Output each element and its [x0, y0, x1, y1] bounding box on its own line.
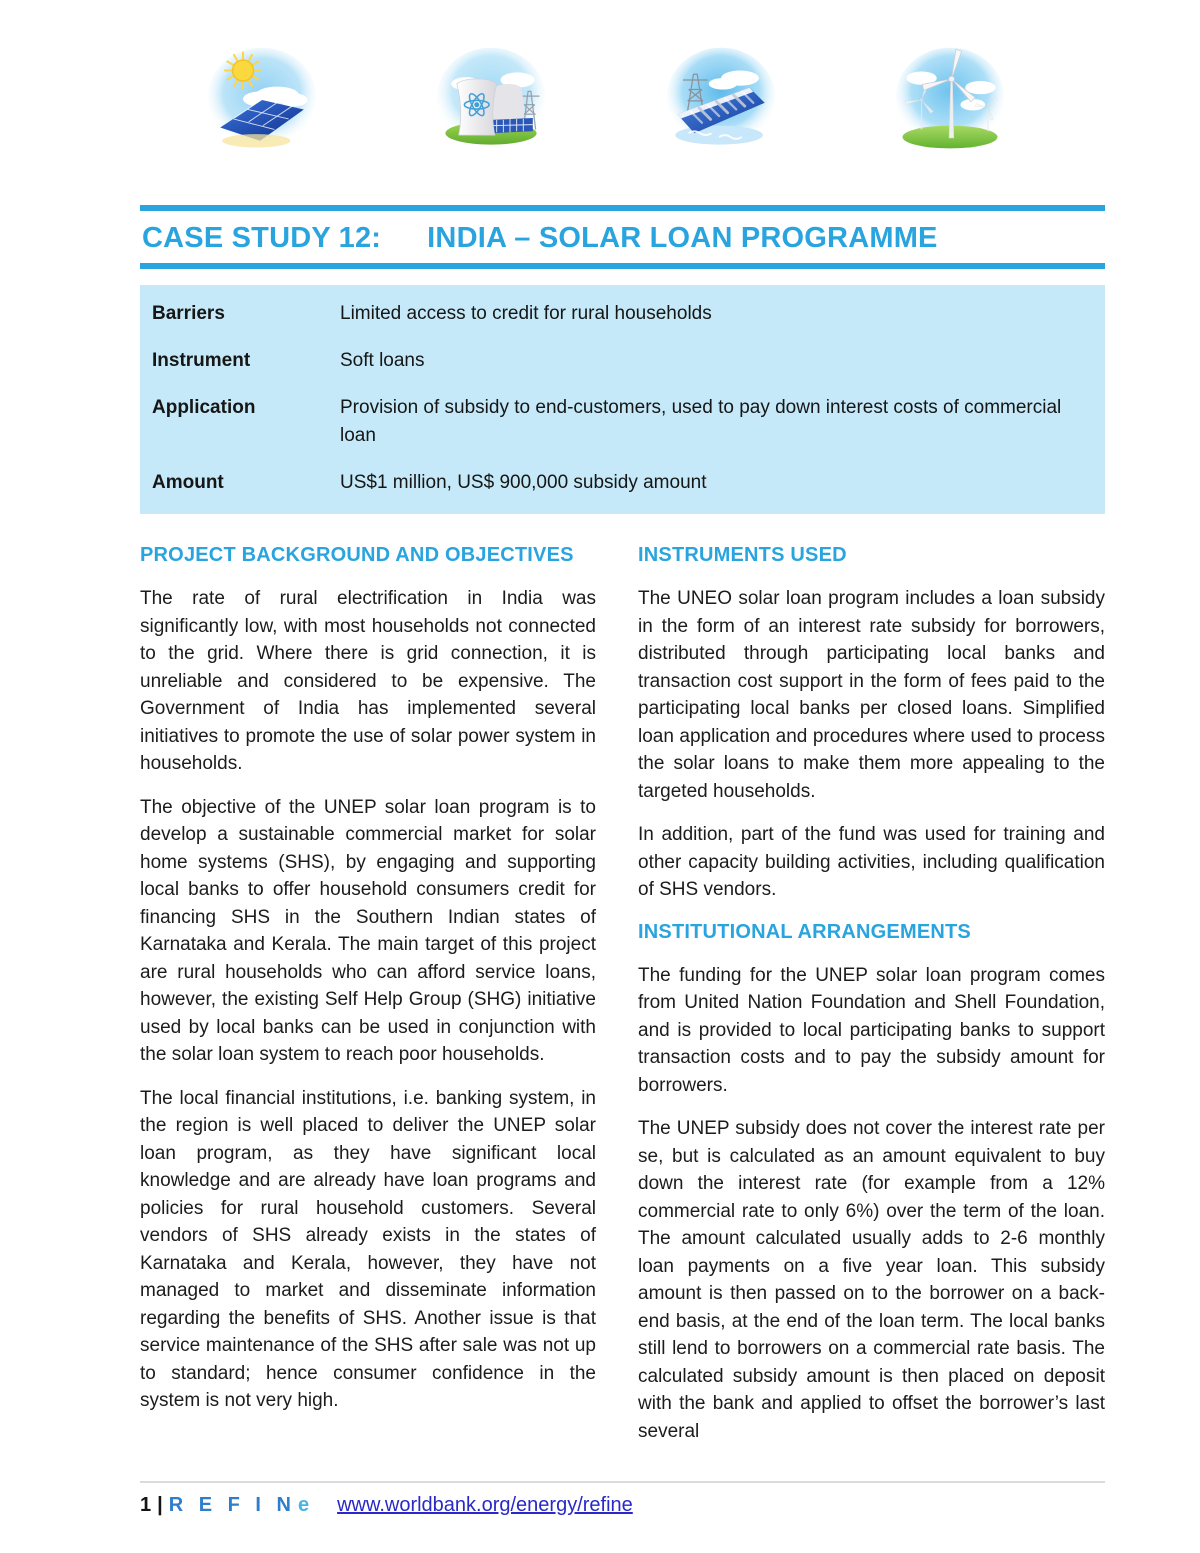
- case-study-label: CASE STUDY 12:: [142, 222, 382, 254]
- summary-label: Barriers: [152, 303, 225, 324]
- paragraph: The objective of the UNEP solar loan program is to develop a sustainable commercial market for solar home systems (SHS), by engaging and supporting local banks to offer household consumers credit for financing SHS in the Southern Indian states of Karnataka and Kerala. The main target of this project are rural households who can afford service loans, however, the existing Self Help Group (SHG) initiative used by local banks can be used in conjunction with the solar loan system to reach poor households.: [140, 796, 596, 1065]
- summary-row-amount: [152, 469, 1093, 497]
- summary-value: Limited access to credit for rural households: [340, 303, 712, 324]
- summary-value: US$1 million, US$ 900,000 subsidy amount: [340, 472, 707, 493]
- header-icon-row: [205, 44, 1007, 154]
- summary-value: Soft loans: [340, 350, 425, 371]
- title-block: [140, 205, 1105, 269]
- worldbank-refine-link[interactable]: www.worldbank.org/energy/refine: [337, 1494, 633, 1516]
- paragraph: The rate of rural electrification in India was significantly low, with most households not connected to the grid. Where there is grid connection, it is unreliable and considered to be expensive. The Government of India has implemented several initiatives to promote the use of solar power system in households.: [140, 588, 596, 774]
- right-column: [638, 543, 1105, 1461]
- section-heading-institutional-arrangements: INSTITUTIONAL ARRANGEMENTS: [638, 920, 971, 943]
- summary-label: Application: [152, 397, 256, 418]
- summary-value: Provision of subsidy to end-customers, used to pay down interest costs of commercial loan: [340, 397, 1062, 446]
- summary-row-barriers: [152, 300, 1093, 328]
- case-study-subject: INDIA – SOLAR LOAN PROGRAMME: [427, 222, 938, 254]
- summary-row-application: [152, 394, 1093, 450]
- page-number-separator: |: [157, 1494, 163, 1516]
- wind-energy-icon: [893, 44, 1007, 154]
- page-title: [140, 211, 1105, 263]
- summary-label: Amount: [152, 472, 224, 493]
- paragraph: The local financial institutions, i.e. banking system, in the region is well placed to deliver the UNEP solar loan program, as they have significant local knowledge and are already have loan programs and policies for rural household customers. Several vendors of SHS already exists in the states of Karnataka and Kerala, however, they have not managed to market and disseminate information regarding the benefits of SHS. Another issue is that service maintenance of the SHS after sale was not up to standard; hence consumer confidence in the system is not very high.: [140, 1087, 596, 1411]
- paragraph: The funding for the UNEP solar loan program comes from United Nation Foundation and Shell Foundation, and is provided to local participating banks to support transaction costs and to pay the subsidy amount for borrowers.: [638, 964, 1105, 1096]
- section-heading-project-background: PROJECT BACKGROUND AND OBJECTIVES: [140, 544, 574, 566]
- hydro-power-icon: [664, 44, 778, 154]
- title-rule-bottom: [140, 263, 1105, 269]
- refine-brand-e: e: [297, 1494, 310, 1516]
- refine-brand: R E F I N: [168, 1494, 296, 1516]
- page-number: 1: [140, 1494, 152, 1516]
- nuclear-power-icon: [434, 44, 548, 154]
- paragraph: In addition, part of the fund was used for training and other capacity building activities, including qualification of SHS vendors.: [638, 824, 1105, 900]
- left-column: [140, 543, 596, 1461]
- page-footer: [140, 1481, 1105, 1517]
- solar-energy-icon: [205, 44, 319, 154]
- paragraph: The UNEO solar loan program includes a loan subsidy in the form of an interest rate subsidy for borrowers, distributed through participating local banks and transaction cost support in the form of fees paid to the participating local banks per closed loans. Simplified loan application and procedures where used to process the solar loans to make them more appealing to the targeted households.: [638, 588, 1105, 802]
- body-columns: [140, 543, 1105, 1461]
- summary-row-instrument: [152, 347, 1093, 375]
- paragraph: The UNEP subsidy does not cover the interest rate per se, but is calculated as an amount equivalent to buy down the interest rate (for example from a 12% commercial rate to only 6%) over the term of the loan. The amount calculated usually adds to 2-6 monthly loan payments on a five year loan. This subsidy amount is then passed on to the borrower on a back-end basis, at the end of the loan term. The local banks still lend to borrowers on a commercial rate basis. The calculated subsidy amount is then placed on deposit with the bank and applied to offset the borrower’s last several: [638, 1118, 1105, 1442]
- summary-label: Instrument: [152, 350, 251, 371]
- section-heading-instruments-used: INSTRUMENTS USED: [638, 544, 847, 566]
- summary-box: [140, 285, 1105, 514]
